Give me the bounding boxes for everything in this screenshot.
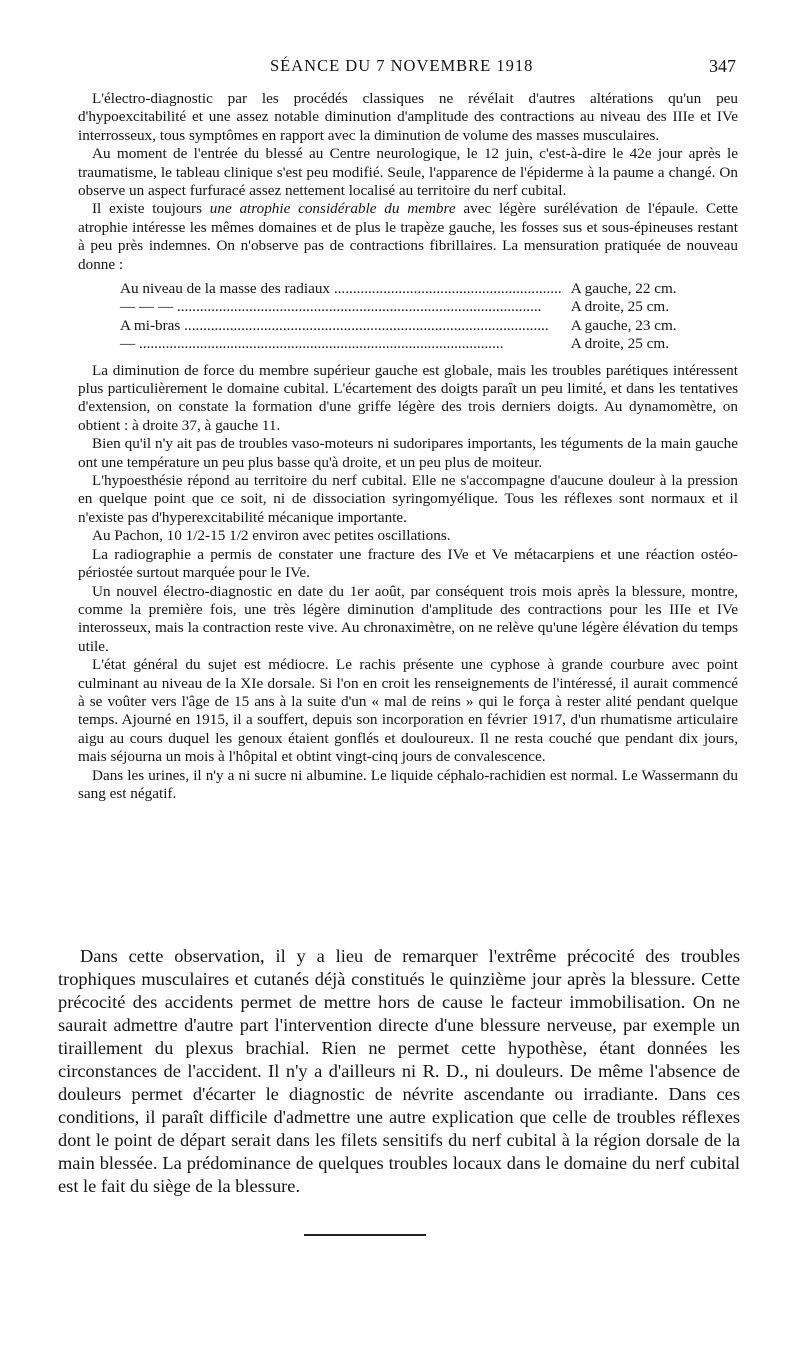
paragraph: L'état général du sujet est médiocre. Le rachis présente une cyphose à grande courbure avec point culminant au niveau de la XIe dorsale. Si l'on en croit les renseignements de l'intéressé, il aurait commencé à se voûter vers l'âge de 15 ans à la suite d'un « mal de reins » qui le força à rester alité pendant quelque temps. Ajourné en 1915, il a souffert, depuis son incorporation en février 1917, d'un rhumatisme articulaire aigu au cours duquel les genoux étaient gonflés et douloureux. Il ne resta couché que pendant dix jours, mais séjourna un mois à l'hôpital et obtint vingt-cinq jours de convalescence. bbox=[78, 656, 738, 766]
measurement-value: A droite, 25 cm. bbox=[570, 298, 670, 316]
measurement-value: A gauche, 22 cm. bbox=[570, 280, 677, 298]
paragraph: Dans cette observation, il y a lieu de remarquer l'extrême précocité des troubles trophiques musculaires et cutanés déjà constitués le quinzième jour après la blessure. Cette précocité des accidents permet de mettre hors de cause le facteur immobilisation. On ne saurait admettre d'autre part l'intervention directe d'une blessure nerveuse, par exemple un tiraillement du plexus brachial. Rien ne permet cette hypothèse, étant données les circonstances de l'accident. Il n'y a d'ailleurs ni R. D., ni douleurs. De même l'absence de douleurs permet d'écarter le diagnostic de névrite ascendante ou irradiante. Dans ces conditions, il paraît difficile d'admettre une autre explication que celle de troubles réflexes dont le point de départ serait dans les filets sensitifs du nerf cubital à la région dorsale de la main blessée. La prédominance de quelques troubles locaux dans le domaine du nerf cubital est le fait du siège de la blessure. bbox=[58, 946, 740, 1196]
paragraph: Un nouvel électro-diagnostic en date du 1er août, par conséquent trois mois après la blessure, montre, comme la première fois, une très légère diminution d'amplitude des contractions pour les IIIe et IVe interosseux, mais la contraction reste vive. Au chronaximètre, on ne relève qu'une légère élévation du temps utile. bbox=[78, 582, 738, 655]
atrophy-lead: Il existe toujours bbox=[92, 200, 202, 218]
paragraph: L'hypoesthésie répond au territoire du nerf cubital. Elle ne s'accompagne d'aucune douleur à la pression en quelque point que ce soit, ni de dissociation syringomyélique. Tous les réflexes sont normaux et il n'existe pas d'hyperexcitabilité mécanique importante. bbox=[78, 472, 738, 526]
measurement-table bbox=[78, 280, 738, 354]
paragraph: Au Pachon, 10 1/2-15 1/2 environ avec petites oscillations. bbox=[92, 527, 451, 545]
measurement-value: A gauche, 23 cm. bbox=[570, 316, 677, 334]
measurement-label: Au niveau de la masse des radiaux ..... bbox=[78, 280, 563, 298]
measurement-row bbox=[78, 335, 738, 353]
measurement-value: A droite, 25 cm. bbox=[570, 335, 670, 353]
measurement-label: — ..... bbox=[78, 335, 563, 353]
running-header bbox=[70, 50, 736, 84]
observation-text bbox=[78, 90, 738, 803]
paragraph: L'électro-diagnostic par les procédés classiques ne révélait d'autres altérations qu'un peu d'hypoexcitabilité et une assez notable diminution d'amplitude des contractions au niveau des IIIe et IVe interrosseux, tous symptômes en rapport avec la diminution de volume des masses musculaires. bbox=[78, 90, 738, 144]
discussion-text bbox=[58, 945, 740, 1198]
paragraph: Au moment de l'entrée du blessé au Centre neurologique, le 12 juin, c'est-à-dire le 42e jour après le traumatisme, le tableau clinique s'est peu modifié. Seule, l'apparence de l'épiderme à la paume a changé. On observe un aspect furfuracé assez nettement localisé au territoire du nerf cubital. bbox=[78, 145, 738, 200]
paragraph: Dans les urines, il n'y a ni sucre ni albumine. Le liquide céphalo-rachidien est normal. Le Wassermann du sang est négatif. bbox=[78, 766, 738, 802]
measurement-row bbox=[78, 317, 738, 335]
measurement-label: A mi-bras ..... bbox=[78, 317, 563, 335]
paragraph: Bien qu'il n'y ait pas de troubles vaso-moteurs ni sudoripares importants, les téguments de la main gauche ont une température un peu plus basse qu'à droite, et un peu plus de moiteur. bbox=[78, 435, 738, 471]
measurement-row bbox=[78, 280, 738, 298]
atrophy-paragraph bbox=[78, 200, 738, 274]
atrophy-emphasis: une atrophie considérable du membre bbox=[209, 200, 456, 218]
measurement-row bbox=[78, 298, 738, 316]
paragraph: La diminution de force du membre supérieur gauche est globale, mais les troubles parétiques intéressent plus particulièrement le domaine cubital. L'écartement des doigts paraît un peu limité, et dans les tentatives d'extension, on constate la formation d'une griffe légère des trois derniers doigts. Au dynamomètre, on obtient : à droite 37, à gauche 11. bbox=[78, 361, 738, 434]
page-number: 347 bbox=[709, 56, 736, 76]
paragraph: La radiographie a permis de constater une fracture des IVe et Ve métacarpiens et une réaction ostéo-périostée surtout marquée pour le IVe. bbox=[78, 545, 738, 582]
atrophy-rest: avec légère surélévation de l'épaule. Cette atrophie intéresse les mêmes domaines et de plus le trapèze gauche, les fosses sus et sous-épineuses restant à peu près indemnes. On n'observe pas de contractions fibrillaires. La mensuration pratiquée de nouveau donne : bbox=[78, 200, 739, 273]
measurement-label: — — — ..... bbox=[78, 298, 563, 316]
running-title: SÉANCE DU 7 NOVEMBRE 1918 bbox=[270, 56, 534, 75]
end-rule bbox=[304, 1234, 426, 1236]
